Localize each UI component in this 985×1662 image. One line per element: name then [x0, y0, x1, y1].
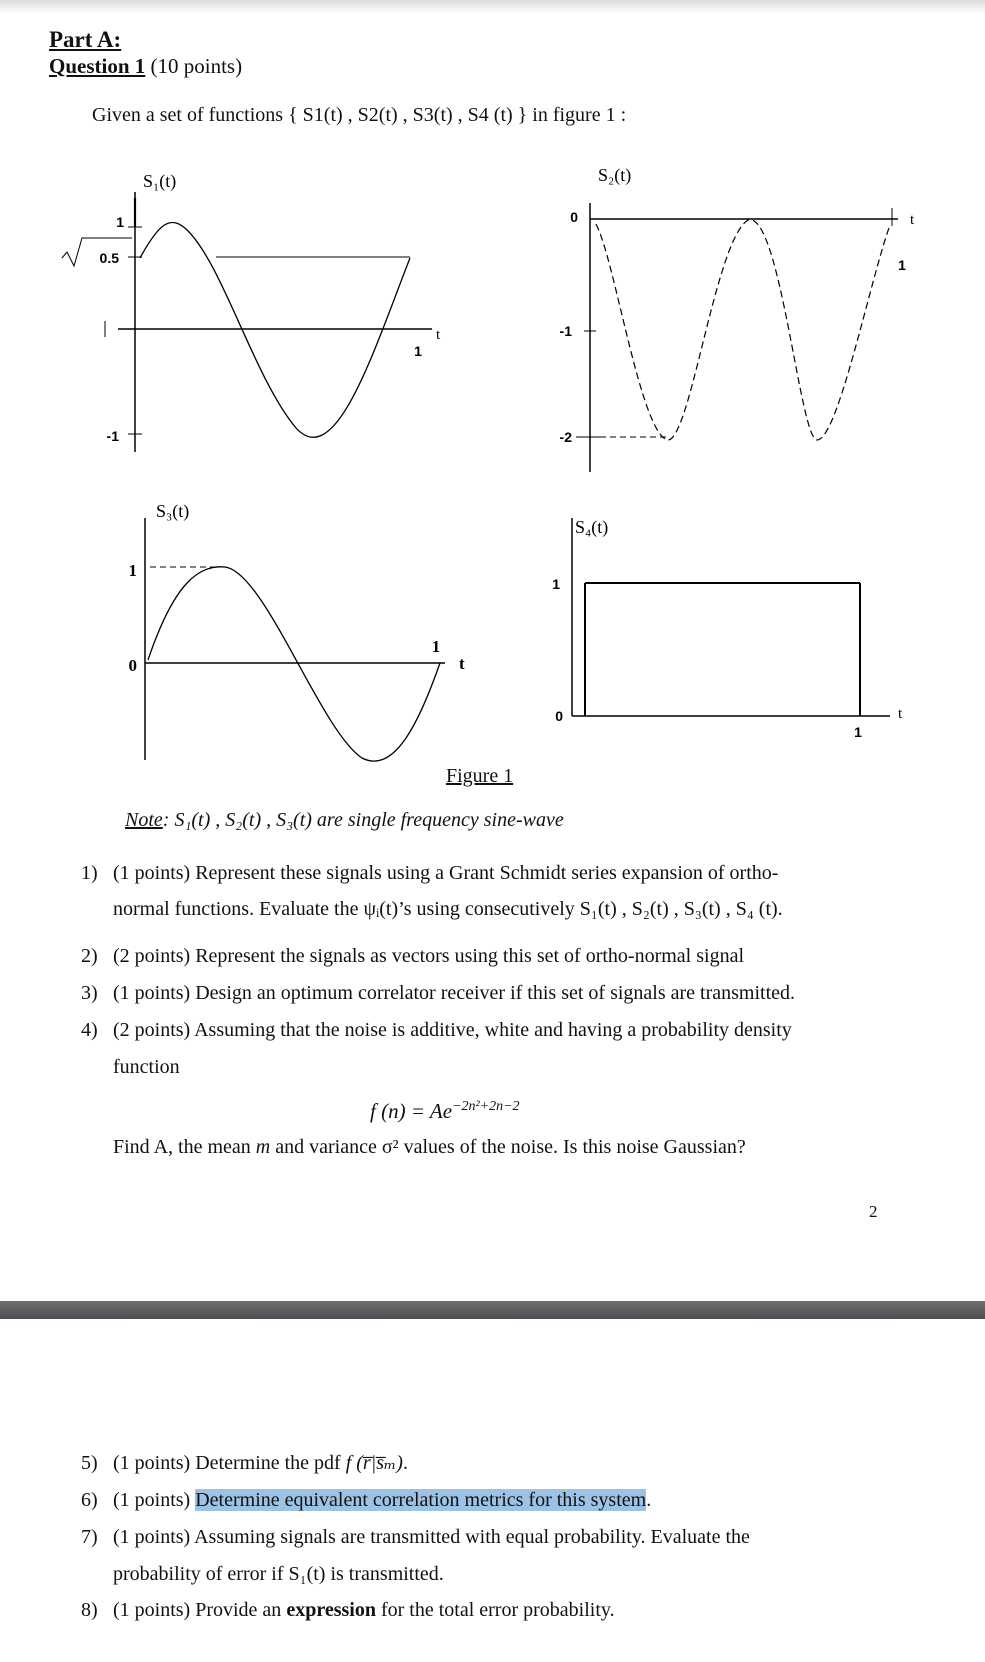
- question-2-number: 2): [81, 945, 98, 967]
- figure-1: [0, 0, 985, 800]
- find-text-b: and variance σ² values of the noise. Is this noise Gaussian?: [270, 1136, 746, 1158]
- s4-xtick-1: 1: [854, 724, 862, 740]
- find-text: [113, 1135, 746, 1159]
- figure-note: [125, 808, 564, 832]
- question-8-pre: (1 points) Provide an: [113, 1599, 287, 1621]
- question-7-number: 7): [81, 1526, 98, 1548]
- s2-title: S₂(t): [598, 165, 632, 185]
- s3-xtick-1: 1: [431, 637, 441, 656]
- question-6-post: .: [646, 1489, 652, 1511]
- s4-ytick-0: 0: [555, 708, 563, 724]
- s1-title: S₁(t): [143, 171, 177, 191]
- question-8-bold: expression: [286, 1599, 376, 1621]
- s4-x-label: t: [898, 706, 903, 722]
- question-5-number: 5): [81, 1452, 98, 1474]
- question-1-line-1: (1 points) Represent these signals using a Grant Schmidt series expansion of ortho-: [113, 862, 779, 884]
- s3-x-label: t: [459, 654, 465, 673]
- s3-ytick-0: 0: [128, 656, 137, 675]
- question-8-number: 8): [81, 1599, 98, 1621]
- question-8-text: [113, 1598, 615, 1622]
- note-label: Note: [125, 809, 163, 831]
- s4-ytick-1: 1: [552, 576, 560, 592]
- question-6-pre: (1 points): [113, 1489, 196, 1511]
- figure-caption: Figure 1: [446, 765, 514, 787]
- plot-s2: [560, 165, 915, 472]
- note-text: : S₁(t) , S₂(t) , S₃(t) are single frequency sine-wave: [162, 809, 564, 831]
- question-6-text: [113, 1488, 651, 1512]
- question-3-line-1: (1 points) Design an optimum correlator receiver if this set of signals are transmitted.: [113, 982, 796, 1004]
- question-points: (10 points): [145, 54, 243, 78]
- s3-ytick-1: 1: [128, 561, 137, 580]
- intro-text: Given a set of functions { S1(t) , S2(t) , S3(t) , S4 (t) } in figure 1 :: [92, 104, 627, 126]
- question-8-post: for the total error probability.: [375, 1599, 615, 1621]
- noise-pdf-formula: [370, 1095, 520, 1123]
- question-5-post: .: [402, 1452, 408, 1474]
- question-1-number: 1): [81, 862, 98, 884]
- s3-curve: [148, 567, 440, 761]
- s3-title: S₃(t): [156, 501, 190, 521]
- s2-ytick-m1: -1: [559, 323, 572, 339]
- plot-s3: [129, 501, 466, 761]
- question-label: Question 1: [49, 54, 146, 78]
- part-title: Part A:: [49, 27, 122, 52]
- question-1-line-2: normal functions. Evaluate the ψᵢ(t)’s using consecutively S₁(t) , S₂(t) , S₃(t) , S₄ (t).: [113, 898, 783, 920]
- s4-title: S₄(t): [575, 517, 609, 537]
- question-6-highlighted-text[interactable]: Determine equivalent correlation metrics for this system: [195, 1489, 647, 1511]
- s1-sqrt-sign: [62, 238, 132, 266]
- question-4-line-2: function: [113, 1056, 180, 1078]
- s1-x-label: t: [436, 327, 441, 343]
- find-text-m: m: [255, 1136, 271, 1158]
- s2-x-label: t: [910, 212, 915, 228]
- s1-ytick-05: 0.5: [99, 250, 119, 266]
- question-5-text: [113, 1451, 408, 1475]
- formula-exponent: −2n²+2n−2: [452, 1099, 520, 1114]
- question-7-line-2: probability of error if S₁(t) is transmitted.: [113, 1563, 444, 1585]
- s1-curve: [140, 222, 410, 437]
- question-5-expr: f (r̅|s̅ₘ): [345, 1452, 403, 1474]
- s1-ytick-1: 1: [116, 214, 124, 230]
- s2-ytick-0: 0: [570, 209, 578, 225]
- question-5-pre: (1 points) Determine the pdf: [113, 1452, 346, 1474]
- find-text-a: Find A, the mean: [113, 1136, 256, 1158]
- s1-xtick-1: 1: [414, 343, 422, 359]
- plot-s4: [552, 517, 903, 740]
- question-3-number: 3): [81, 982, 98, 1004]
- s2-curve: [596, 220, 890, 440]
- page-divider: [0, 1301, 985, 1319]
- question-4-number: 4): [81, 1019, 98, 1041]
- s2-ytick-m2: -2: [559, 429, 572, 445]
- page-number: 2: [869, 1202, 878, 1221]
- s1-ytick-m1: -1: [106, 428, 119, 444]
- plot-s1: [62, 171, 441, 452]
- question-6-number: 6): [81, 1489, 98, 1511]
- question-7-line-1: (1 points) Assuming signals are transmitted with equal probability. Evaluate the: [113, 1526, 750, 1548]
- question-2-line-1: (2 points) Represent the signals as vectors using this set of ortho-normal signal: [113, 945, 745, 967]
- question-4-line-1: (2 points) Assuming that the noise is additive, white and having a probability density: [113, 1019, 792, 1041]
- formula-lhs: f (n) = Ae: [370, 1099, 453, 1123]
- s2-xtick-1: 1: [898, 257, 906, 273]
